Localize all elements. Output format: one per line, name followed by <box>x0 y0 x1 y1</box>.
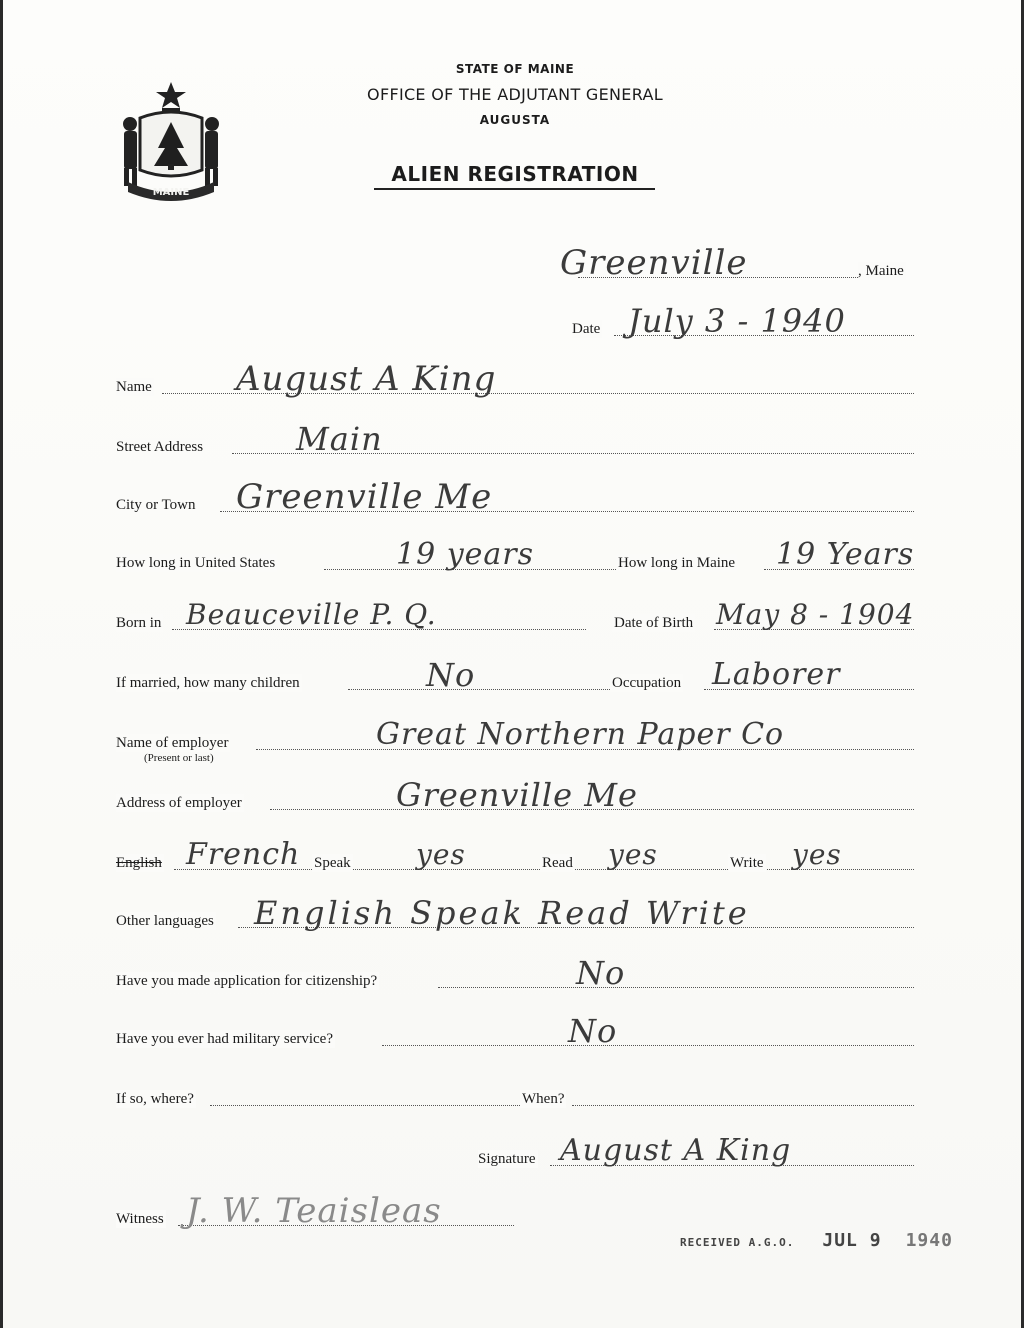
place-row <box>540 243 920 283</box>
stamp-prefix: RECEIVED A.G.O. <box>680 1236 795 1249</box>
street-row <box>116 420 916 458</box>
read-label: Read <box>542 855 573 871</box>
military-dots <box>382 1045 914 1046</box>
employer-address-value: Greenville Me <box>396 776 638 814</box>
language-row <box>116 837 916 874</box>
occupation-value: Laborer <box>712 657 841 692</box>
other-languages-row <box>116 894 916 932</box>
write-label: Write <box>730 855 764 871</box>
city-label: City or Town <box>116 497 196 513</box>
header-office: OFFICE OF THE ADJUTANT GENERAL <box>367 85 663 104</box>
employer-address-label: Address of employer <box>116 795 242 811</box>
when-dots <box>572 1105 914 1106</box>
where-row <box>116 1076 916 1110</box>
date-value: July 3 - 1940 <box>628 302 846 340</box>
header-state: STATE OF MAINE <box>455 62 575 76</box>
us-time-label: How long in United States <box>116 555 276 571</box>
where-dots <box>210 1105 520 1106</box>
citizenship-row <box>116 954 916 992</box>
write-value: yes <box>792 838 842 871</box>
speak-label: Speak <box>314 855 351 871</box>
when-label: When? <box>522 1091 565 1107</box>
signature-row <box>478 1133 916 1170</box>
born-label: Born in <box>116 615 162 631</box>
speak-value: yes <box>416 838 466 871</box>
where-label: If so, where? <box>116 1091 194 1107</box>
birth-date-value: May 8 - 1904 <box>716 598 915 631</box>
employer-value: Great Northern Paper Co <box>376 717 785 752</box>
place-value: Greenville <box>560 243 748 283</box>
stamp-month-day: JUL 9 <box>822 1230 882 1251</box>
received-stamp <box>680 1230 953 1251</box>
header-city: AUGUSTA <box>479 113 551 127</box>
read-value: yes <box>608 838 658 871</box>
children-dots <box>348 689 610 690</box>
citizenship-dots <box>438 987 914 988</box>
employer-label: Name of employer <box>116 735 229 751</box>
signature-label: Signature <box>478 1151 536 1167</box>
city-row <box>116 477 916 517</box>
city-value: Greenville Me <box>236 477 493 517</box>
children-label: If married, how many children <box>116 675 300 691</box>
maine-time-label: How long in Maine <box>618 555 736 571</box>
name-row <box>116 359 916 399</box>
witness-value: J. W. Teaisleas <box>186 1191 442 1231</box>
name-label: Name <box>116 379 152 395</box>
military-label: Have you ever had military service? <box>116 1031 333 1047</box>
witness-label: Witness <box>116 1211 164 1227</box>
maine-seal-icon <box>118 78 224 202</box>
birth-row <box>116 600 916 634</box>
employer-address-row <box>116 776 916 814</box>
children-value: No <box>426 656 476 694</box>
us-time-value: 19 years <box>396 537 535 572</box>
citizenship-value: No <box>576 954 626 992</box>
birth-date-label: Date of Birth <box>614 615 694 631</box>
occupation-label: Occupation <box>612 675 682 691</box>
children-row <box>116 656 916 694</box>
street-label: Street Address <box>116 439 204 455</box>
witness-row <box>116 1191 516 1231</box>
signature-value: August A King <box>560 1133 792 1168</box>
language-label: English <box>116 855 162 871</box>
duration-row <box>116 537 916 574</box>
other-languages-value: English Speak Read Write <box>254 894 750 932</box>
scan-edge-left <box>0 0 3 1328</box>
citizenship-label: Have you made application for citizenship? <box>116 973 378 989</box>
military-row <box>116 1012 916 1050</box>
maine-time-value: 19 Years <box>776 537 915 572</box>
street-value: Main <box>296 420 383 458</box>
date-row <box>572 302 916 340</box>
other-languages-label: Other languages <box>116 913 214 929</box>
employer-sublabel: (Present or last) <box>144 752 214 764</box>
name-value: August A King <box>236 359 497 399</box>
date-label: Date <box>572 321 601 337</box>
born-value: Beauceville P. Q. <box>186 598 437 631</box>
language-value: French <box>186 837 301 872</box>
military-value: No <box>568 1012 618 1050</box>
seal-banner-text: MAINE <box>152 187 190 198</box>
form-title: ALIEN REGISTRATION <box>391 162 639 186</box>
place-suffix: , Maine <box>858 263 904 279</box>
title-underline <box>374 188 655 190</box>
stamp-year: 1940 <box>905 1230 953 1251</box>
employer-row <box>116 717 916 754</box>
